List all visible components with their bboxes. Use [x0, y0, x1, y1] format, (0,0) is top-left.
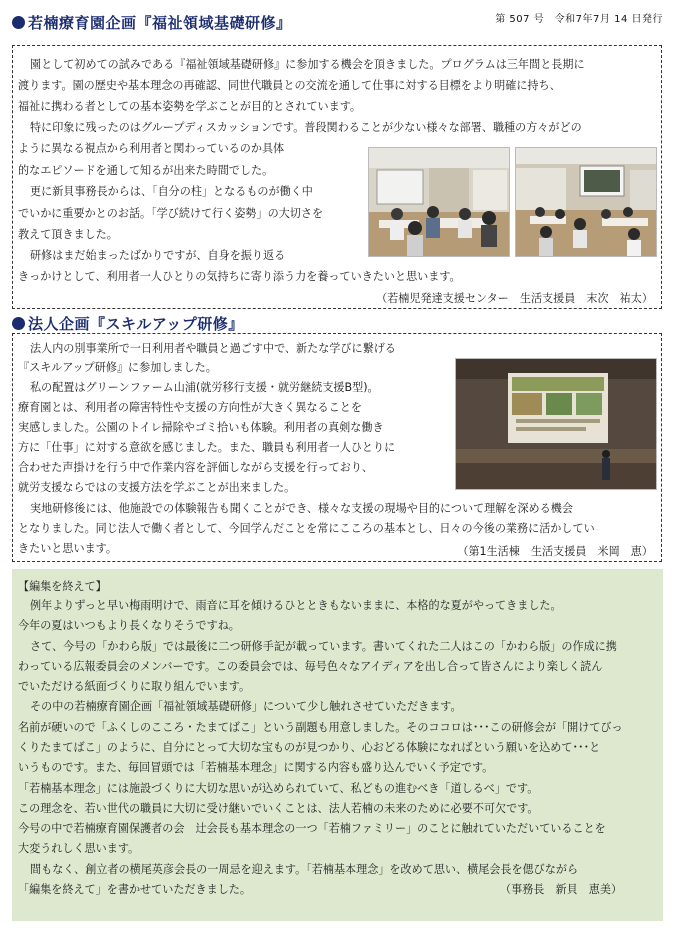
section2-line: 実感しました。公園のトイレ掃除やゴミ拾いも体験。利用者の真剣な働き: [18, 421, 384, 434]
seminar-photo-right: [515, 147, 657, 257]
section2-line: 就労支援ならではの支援方法を学ぶことが出来ました。: [18, 481, 296, 494]
editor-note-line: でいただける紙面づくりに取り組んでいます。: [18, 680, 251, 693]
section1-signature: （若楠児発達支援センター 生活支援員 末次 祐太）: [376, 292, 653, 305]
bullet-icon: [12, 16, 25, 29]
editor-note-line: 名前が硬いので「ふくしのこころ・たまてばこ」という副題も用意しました。そのココロは･･･この研修会が「開けてびっ: [18, 721, 623, 734]
editor-note-line: この理念を、若い世代の職員に大切に受け継いでいくことは、法人若楠の未来のために必要不可欠です。: [18, 802, 539, 815]
editor-note-line: 大変うれしく思います。: [18, 842, 140, 855]
section1-line: 研修はまだ始まったばかりですが、自身を振り返る: [30, 249, 286, 262]
section1-line: でいかに重要かとのお話。「学び続けて行く姿勢」の大切さを: [18, 207, 324, 220]
section1-heading: [12, 12, 292, 33]
section1-line: 渡ります。園の歴史や基本理念の再確認、同世代職員との交流を通して仕事に対する目標をより明確に持ち、: [18, 79, 561, 92]
section1-line: 更に新貝事務長からは、「自分の柱」となるものが働く中: [30, 185, 313, 198]
editor-note-line: 「若楠基本理念」には施設づくりに大切な思いが込められていて、私どもの進むべき「道しるべ」です。: [18, 782, 539, 795]
section1-title: 若楠療育園企画『福祉領域基礎研修』: [28, 14, 292, 32]
editor-note-line: 今年の夏はいつもより長くなりそうですね。: [18, 619, 240, 632]
editor-note-line: さて、今号の「かわら版」では最後に二つ研修手記が載っています。書いてくれた二人はこの「かわら版」の作成に携: [30, 640, 617, 653]
editor-note-line: わっている広報委員会のメンバーです。この委員会では、毎号色々なアイディアを出し合って皆さんにより楽しく読ん: [18, 660, 603, 673]
lecture-photo: [455, 358, 657, 490]
editor-note-title: 【編集を終えて】: [18, 580, 107, 593]
section1-line: きっかけとして、利用者一人ひとりの気持ちに寄り添う力を養っていきたいと思います。: [18, 270, 461, 283]
editor-note-line: 間もなく、創立者の横尾英彦会長の一周忌を迎えます。「若楠基本理念」を改めて思い、横尾会長を偲びながら: [30, 863, 579, 876]
section2-line: 『スキルアップ研修』に参加しました。: [18, 361, 217, 374]
editor-note-line: いうものです。また、毎回冒頭では「若楠基本理念」に関する内容も盛り込んでいく予定です。: [18, 761, 494, 774]
section1-line: 特に印象に残ったのはグループディスカッションです。普段関わることが少ない様々な部署、職種の方々がどの: [30, 121, 582, 134]
section2-line: きたいと思います。: [18, 542, 117, 555]
issue-info: 第 507 号 令和7年7月 14 日発行: [495, 14, 663, 25]
section1-line: 教えて頂きました。: [18, 228, 118, 241]
section2-line: 私の配置はグリーンファーム山浦(就労移行支援・就労継続支援B型)。: [30, 381, 379, 394]
section2-line: 法人内の別事業所で一日利用者や職員と過ごす中で、新たな学びに繋げる: [30, 342, 396, 355]
bullet-icon: [12, 317, 25, 330]
section2-line: 実地研修後には、他施設での体験報告も聞くことができ、様々な支援の現場や目的について理解を深める機会: [30, 502, 573, 515]
editor-note-line: くりたまてばこ」のように、自分にとって大切な宝ものが見つかり、心おどる体験になればという願いを込めて･･･と: [18, 741, 601, 754]
section1-line: ように異なる視点から利用者と関わっているのか具体: [18, 142, 285, 155]
section2-heading: [12, 313, 244, 334]
section2-line: 合わせた声掛けを行う中で作業内容を評価しながら支援を行っており、: [18, 461, 374, 474]
section2-line: 療育園とは、利用者の障害特性や支援の方向性が大きく異なることを: [18, 401, 362, 414]
seminar-photo-left: [368, 147, 510, 257]
section1-line: 福祉に携わる者としての基本姿勢を学ぶことが目的とされています。: [18, 100, 362, 113]
section1-line: 的なエピソードを通して知るが出来た時間でした。: [18, 164, 274, 177]
editor-note-line: その中の若楠療育園企画「福祉領域基礎研修」について少し触れさせていただきます。: [30, 700, 462, 713]
editor-note-signature: （事務長 新貝 恵美）: [500, 883, 623, 896]
editor-note-line: 今号の中で若楠療育園保護者の会 辻会長も基本理念の一つ「若楠ファミリー」のことに触れていただいていることを: [18, 822, 606, 835]
section2-line: 方に「仕事」に対する意欲を感じました。また、職員も利用者一人ひとりに: [18, 441, 396, 454]
section2-line: となりました。同じ法人で働く者として、今回学んだことを常にこころの基本とし、日々の今後の業務に活かしてい: [18, 522, 595, 535]
section2-title: 法人企画『スキルアップ研修』: [28, 315, 244, 333]
section2-signature: （第1生活棟 生活支援員 米岡 恵）: [457, 545, 653, 558]
section1-line: 園として初めての試みである『福祉領域基礎研修』に参加する機会を頂きました。プログラムは三年間と長期に: [30, 58, 585, 71]
editor-note-line: 「編集を終えて」を書かせていただきました。: [18, 883, 251, 896]
editor-note-line: 例年よりずっと早い梅雨明けで、雨音に耳を傾けるひとときもないままに、本格的な夏がやってきました。: [30, 599, 562, 612]
